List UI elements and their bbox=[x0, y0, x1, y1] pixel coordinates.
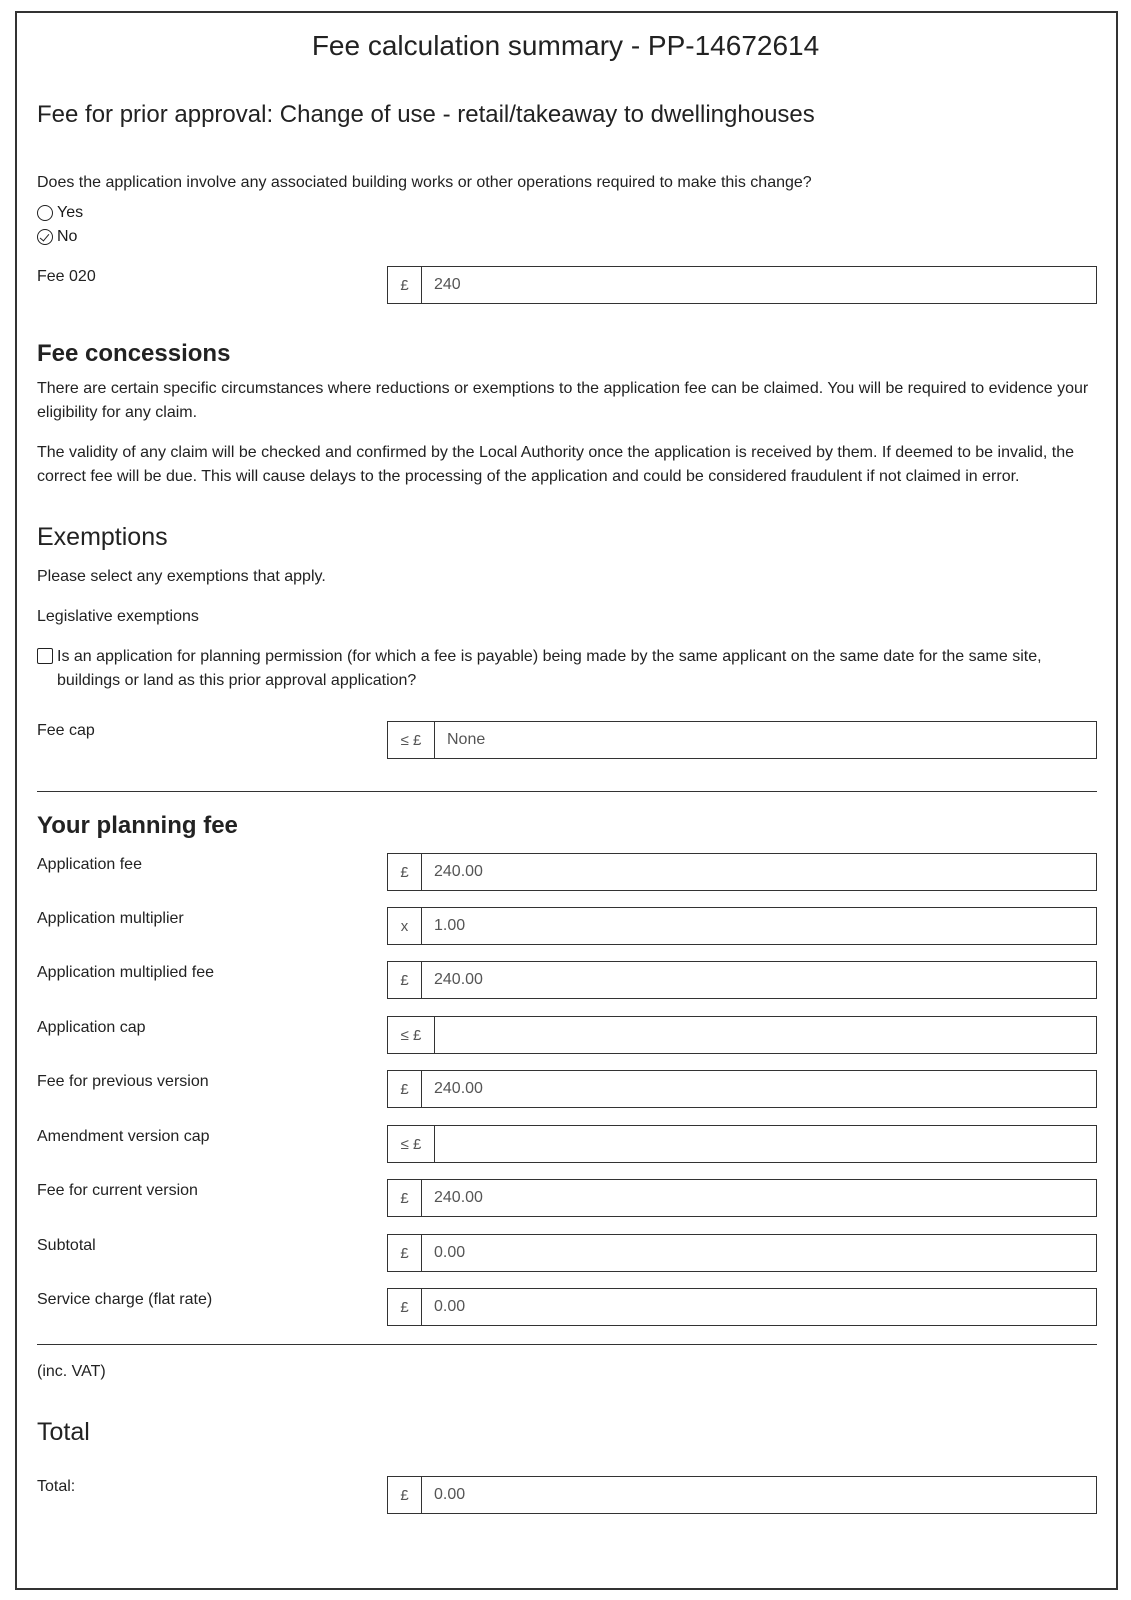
currency-prefix: £ bbox=[388, 1071, 422, 1107]
fee-cap-label: Fee cap bbox=[37, 722, 95, 739]
previous-version-fee-value: 240.00 bbox=[434, 1080, 483, 1097]
radio-label-yes: Yes bbox=[57, 204, 84, 221]
planning-fee-heading: Your planning fee bbox=[37, 812, 238, 839]
service-charge-label: Service charge (flat rate) bbox=[37, 1291, 213, 1308]
same-applicant-exemption[interactable] bbox=[37, 645, 1099, 693]
application-cap-label: Application cap bbox=[37, 1019, 146, 1036]
total-field bbox=[387, 1476, 1097, 1514]
application-multiplier-value: 1.00 bbox=[434, 917, 466, 934]
total-label: Total: bbox=[37, 1478, 76, 1495]
application-cap-field bbox=[387, 1016, 1097, 1054]
page-title: Fee calculation summary - PP-14672614 bbox=[311, 30, 820, 61]
amendment-version-cap-label: Amendment version cap bbox=[37, 1128, 210, 1145]
currency-prefix: £ bbox=[388, 962, 422, 998]
vat-note: (inc. VAT) bbox=[37, 1363, 106, 1380]
previous-version-fee-field bbox=[387, 1070, 1097, 1108]
section-divider bbox=[37, 1344, 1097, 1345]
current-version-fee-label: Fee for current version bbox=[37, 1182, 198, 1199]
currency-prefix: £ bbox=[388, 1477, 422, 1513]
application-fee-value: 240.00 bbox=[434, 863, 483, 880]
amendment-version-cap-value bbox=[435, 1126, 1096, 1162]
application-multiplied-fee-value: 240.00 bbox=[434, 971, 483, 988]
subtotal-field bbox=[387, 1234, 1097, 1272]
radio-unchecked-icon[interactable] bbox=[37, 205, 53, 221]
currency-prefix: £ bbox=[388, 1289, 422, 1325]
subtotal-label: Subtotal bbox=[37, 1237, 96, 1254]
fee-concessions-heading: Fee concessions bbox=[37, 340, 231, 367]
exemptions-heading: Exemptions bbox=[37, 523, 168, 551]
application-multiplied-fee-field bbox=[387, 961, 1097, 999]
radio-option-no[interactable] bbox=[37, 228, 77, 246]
current-version-fee-field bbox=[387, 1179, 1097, 1217]
radio-option-yes[interactable] bbox=[37, 204, 83, 222]
subtotal-value: 0.00 bbox=[434, 1244, 466, 1261]
fee-020-field bbox=[387, 266, 1097, 304]
building-works-question: Does the application involve any associated building works or other operations required to make this change? bbox=[37, 174, 812, 191]
concessions-paragraph-1: There are certain specific circumstances where reductions or exemptions to the application fee can be claimed. You will be required to evidence your eligibility for any claim. bbox=[37, 380, 1089, 421]
application-fee-label: Application fee bbox=[37, 856, 142, 873]
application-fee-field bbox=[387, 853, 1097, 891]
application-multiplier-field bbox=[387, 907, 1097, 945]
multiplier-prefix: x bbox=[388, 908, 422, 944]
radio-label-no: No bbox=[57, 228, 78, 245]
fee-type-subtitle: Fee for prior approval: Change of use - retail/takeaway to dwellinghouses bbox=[37, 101, 815, 128]
total-value: 0.00 bbox=[434, 1486, 466, 1503]
legislative-exemptions-label: Legislative exemptions bbox=[37, 608, 199, 625]
fee-cap-value: None bbox=[447, 731, 486, 748]
radio-checked-icon[interactable] bbox=[37, 229, 53, 245]
fee-020-label: Fee 020 bbox=[37, 268, 96, 285]
cap-prefix: ≤ £ bbox=[388, 1017, 435, 1053]
service-charge-value: 0.00 bbox=[434, 1298, 466, 1315]
fee-020-value: 240 bbox=[434, 276, 461, 293]
cap-prefix: ≤ £ bbox=[388, 1126, 435, 1162]
currency-prefix: £ bbox=[388, 854, 422, 890]
document-frame bbox=[15, 11, 1118, 1590]
currency-prefix: £ bbox=[388, 267, 422, 303]
cap-prefix: ≤ £ bbox=[388, 722, 435, 758]
concessions-paragraph-2: The validity of any claim will be checked and confirmed by the Local Authority once the application is received by them. If deemed to be invalid, the correct fee will be due. This will cause delays to the processing of the application and could be considered fraudulent if not claimed in error. bbox=[37, 444, 1075, 485]
previous-version-fee-label: Fee for previous version bbox=[37, 1073, 209, 1090]
exemptions-instruction: Please select any exemptions that apply. bbox=[37, 568, 326, 585]
application-cap-value bbox=[435, 1017, 1096, 1053]
currency-prefix: £ bbox=[388, 1180, 422, 1216]
amendment-version-cap-field bbox=[387, 1125, 1097, 1163]
section-divider bbox=[37, 791, 1097, 792]
service-charge-field bbox=[387, 1288, 1097, 1326]
exemption-checkbox-label: Is an application for planning permission (for which a fee is payable) being made by the same applicant on the same date for the same site, buildings or land as this prior approval application? bbox=[57, 648, 1042, 689]
application-multiplier-label: Application multiplier bbox=[37, 910, 184, 927]
application-multiplied-fee-label: Application multiplied fee bbox=[37, 964, 214, 981]
checkbox-unchecked-icon[interactable] bbox=[37, 648, 53, 664]
current-version-fee-value: 240.00 bbox=[434, 1189, 483, 1206]
currency-prefix: £ bbox=[388, 1235, 422, 1271]
fee-cap-field bbox=[387, 721, 1097, 759]
total-heading: Total bbox=[37, 1418, 90, 1446]
